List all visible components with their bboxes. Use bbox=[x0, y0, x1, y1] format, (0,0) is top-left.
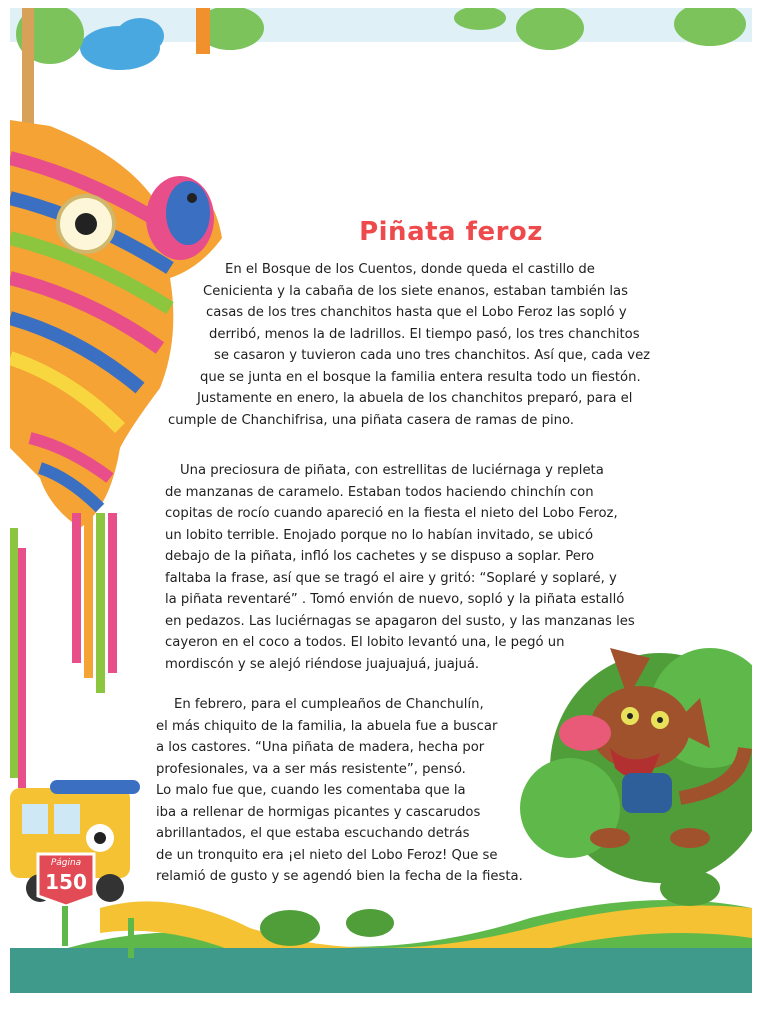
top-border-art bbox=[10, 8, 752, 70]
cactus-icon bbox=[128, 918, 134, 958]
text-line: profesionales, va a ser más resistente”, pensó. bbox=[156, 761, 466, 777]
text-line: se casaron y tuvieron cada uno tres chanchitos. Así que, cada vez bbox=[214, 348, 651, 363]
text-line: Una preciosura de piñata, con estrellitas de luciérnaga y repleta bbox=[180, 463, 604, 478]
story-paragraph-3 bbox=[150, 694, 570, 888]
text-line: Justamente en enero, la abuela de los chanchitos preparó, para el bbox=[197, 391, 633, 406]
text-line: el más chiquito de la familia, la abuela fue a buscar bbox=[156, 718, 498, 734]
text-line: la piñata reventaré” . Tomó envión de nuevo, sopló y la piñata estalló bbox=[165, 592, 625, 607]
text-line: faltaba la frase, así que se tragó el aire y gritó: “Soplaré y soplaré, y bbox=[165, 570, 617, 586]
text-line: a los castores. “Una piñata de madera, hecha por bbox=[156, 740, 485, 755]
page-label: Página bbox=[50, 858, 82, 868]
page-number: 150 bbox=[45, 870, 87, 894]
text-line: cumple de Chanchifrisa, una piñata casera de ramas de pino. bbox=[168, 412, 574, 428]
text-line: de un tronquito era ¡el nieto del Lobo Feroz! Que se bbox=[156, 847, 498, 863]
text-line: en pedazos. Las luciérnagas se apagaron del susto, y las manzanas les bbox=[165, 613, 635, 629]
text-line: derribó, menos la de ladrillos. El tiempo pasó, los tres chanchitos bbox=[209, 326, 640, 342]
text-line: copitas de rocío cuando apareció en la fiesta el nieto del Lobo Feroz, bbox=[165, 506, 618, 521]
text-line: abrillantados, el que estaba escuchando detrás bbox=[156, 826, 470, 841]
text-line: En febrero, para el cumpleaños de Chanchulín, bbox=[174, 697, 484, 712]
story-paragraph-1 bbox=[160, 259, 670, 431]
text-line: un lobito terrible. Enojado porque no lo habían invitado, se ubicó bbox=[165, 527, 594, 543]
text-line: Lo malo fue que, cuando les comentaba que la bbox=[156, 783, 466, 798]
text-line: de manzanas de caramelo. Estaban todos haciendo chinchín con bbox=[165, 484, 594, 500]
story-paragraph-2 bbox=[160, 460, 670, 675]
storybook-page bbox=[10, 8, 752, 993]
text-line: casas de los tres chanchitos hasta que el Lobo Feroz las sopló y bbox=[206, 305, 627, 320]
text-line: que se junta en el bosque la familia entera resulta todo un fiestón. bbox=[200, 369, 641, 385]
rope bbox=[22, 8, 34, 126]
story-title: Piñata feroz bbox=[359, 217, 543, 248]
text-line: debajo de la piñata, infló los cachetes y se dispuso a soplar. Pero bbox=[165, 549, 595, 564]
page-number-badge bbox=[38, 854, 104, 908]
text-line: Cenicienta y la cabaña de los siete enanos, estaban también las bbox=[203, 283, 629, 299]
text-line: relamió de gusto y se agendó bien la fecha de la fiesta. bbox=[156, 869, 523, 884]
text-line: En el Bosque de los Cuentos, donde queda el castillo de bbox=[225, 262, 595, 277]
text-line: iba a rellenar de hormigas picantes y cascarudos bbox=[156, 804, 481, 820]
text-line: mordiscón y se alejó riéndose juajuajuá, juajuá. bbox=[165, 656, 480, 672]
text-line: cayeron en el coco a todos. El lobito levantó una, le pegó un bbox=[165, 635, 565, 650]
